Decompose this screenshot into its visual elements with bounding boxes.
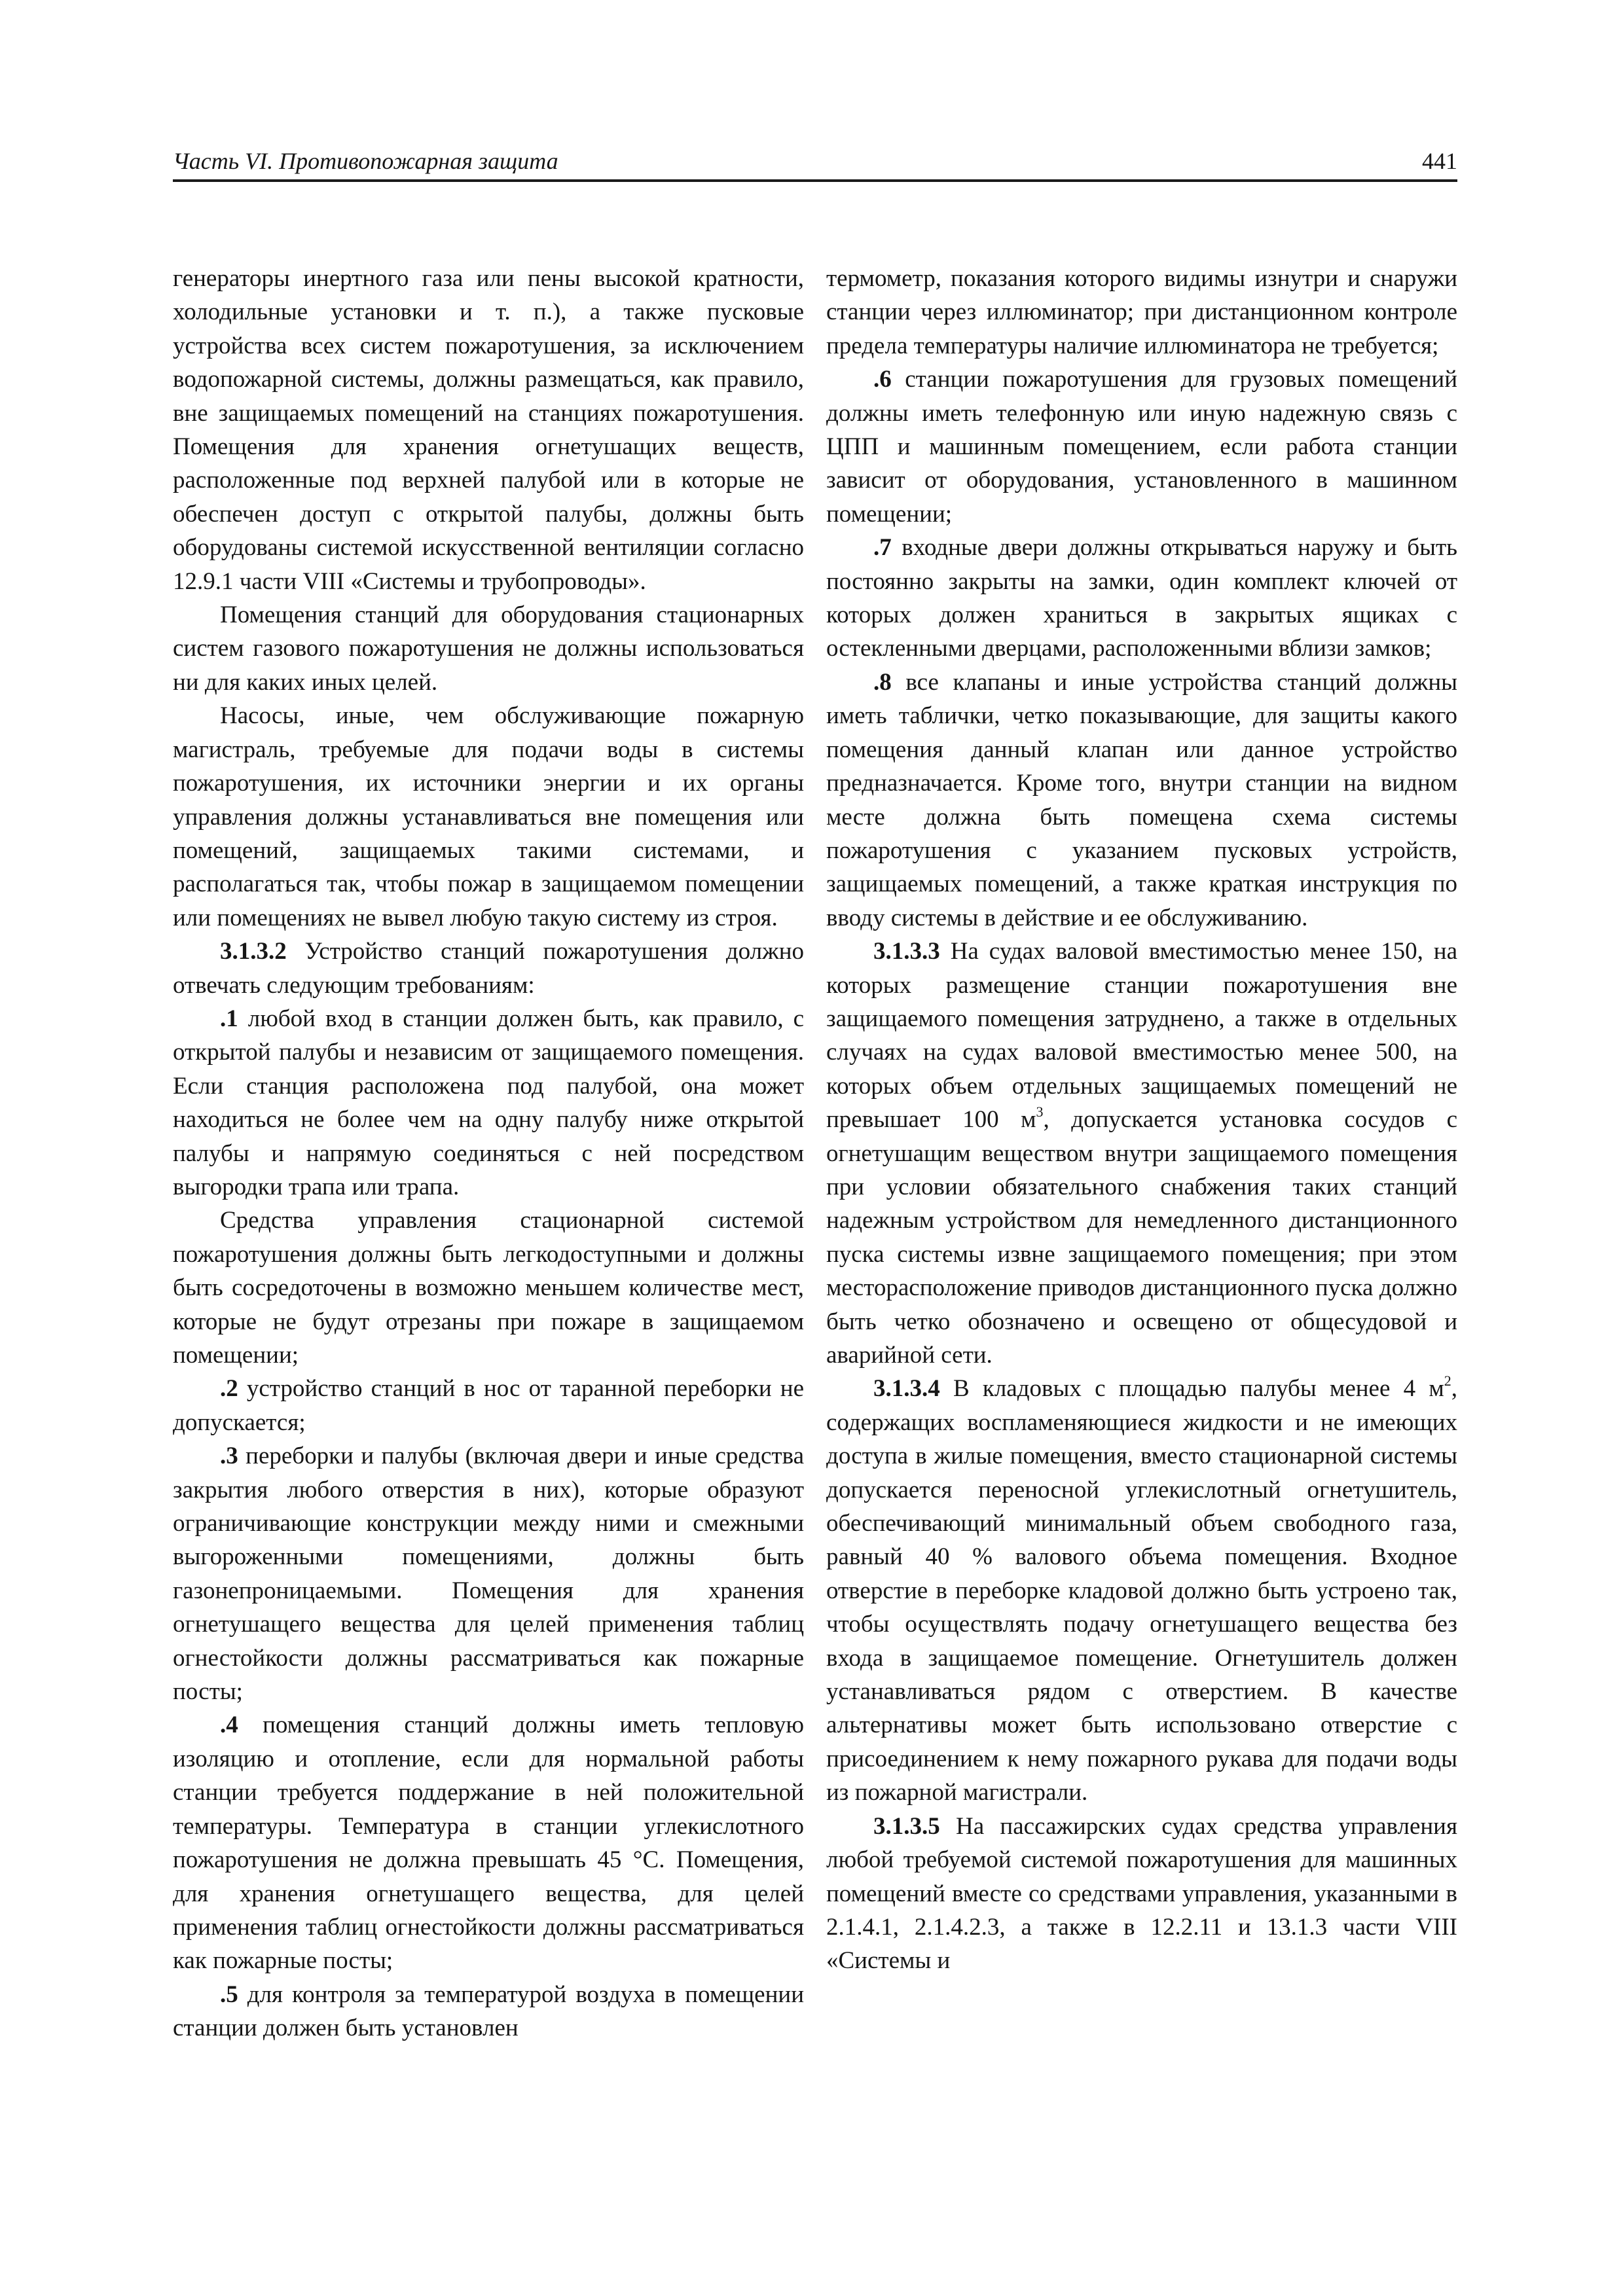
item-number: .6 [873,366,892,393]
item-text: все клапаны и иные устройства станций должны иметь таблички, четко показывающие, для защиты какого помещения данный клапан или данное устройство предназначается. Кроме того, внутри станции на видном месте должна быть помещена схема системы пожаротушения с указанием пусковых устройств, защищаемых помещений, а также краткая инструкция по вводу системы в действие и ее обслуживанию. [826,668,1457,931]
paragraph [826,1810,1457,1978]
item-number: .7 [873,534,892,562]
left-column [173,262,804,2045]
paragraph: генераторы инертного газа или пены высокой кратности, холодильные установки и т. п.), а также пусковые устройства всех систем пожаротушения, за исключением водопожарной системы, должны размещаться, как правило, вне защищаемых помещений на станциях пожаротушения. Помещения для хранения огнетушащих веществ, расположенные под верхней палубой или в которые не обеспечен доступ с открытой палубы, должны быть оборудованы системой искусственной вентиляции согласно 12.9.1 части VIII «Системы и трубопроводы». [173,265,804,595]
item-text: помещения станций должны иметь тепловую изоляцию и отопление, если для нормальной работы станции требуется поддержание в ней положительной температуры. Температура в станции углекислотного пожаротушения не должна превышать 45 °C. Помещения, для хранения огнетушащего вещества, для целей применения таблиц огнестойкости должны рассматриваться как пожарные посты; [173,1712,804,1975]
item-number: .2 [220,1375,238,1403]
page-number: 441 [1422,148,1457,174]
item-text: станции пожаротушения для грузовых помещений должны иметь телефонную или иную надежную связь с ЦПП и машинным помещением, если работа станции зависит от оборудования, установленного в машинном помещении; [826,366,1457,528]
item-text: для контроля за температурой воздуха в помещении станции должен быть установлен [173,1981,804,2042]
clause-text: , содержащих воспламеняющиеся жидкости и не имеющих доступа в жилые помещения, вместо стационарной системы допускается переносной углекислотный огнетушитель, обеспечивающий минимальный объем свободного газа, равный 40 % валового объема помещения. Входное отверстие в переборке кладовой должно быть устроено так, чтобы осуществлять подачу огнетушащего вещества без входа в защищаемое помещение. Огнетушитель должен устанавливаться рядом с отверстием. В качестве альтернативы может быть использовано отверстие с присоединением к нему пожарного рукава для подачи воды из пожарной магистрали. [826,1375,1457,1806]
clause-text: , допускается установка сосудов с огнетушащим веществом внутри защищаемого помещения при условии обязательного снабжения таких станций надежным устройством для немедленного дистанционного пуска системы извне защищаемого помещения; при этом месторасположение приводов дистанционного пуска должно быть четко обозначено и освещено от общесудовой и аварийной сети. [826,1106,1457,1369]
item-number: .1 [220,1005,238,1032]
paragraph [173,1372,804,1439]
clause-number: 3.1.3.5 [873,1812,940,1840]
clause-number: 3.1.3.2 [220,938,287,965]
paragraph [173,1978,804,2045]
section-title: Часть VI. Противопожарная защита [173,148,558,174]
item-text: устройство станций в нос от таранной переборки не допускается; [173,1375,804,1436]
item-text: переборки и палубы (включая двери и иные средства закрытия любого отверстия в них), которые образуют ограничивающие конструкции между ними и смежными выгороженными помещениями, должны быть газонепроницаемыми. Помещения для хранения огнетушащего вещества для целей применения таблиц огнестойкости должны рассматриваться как пожарные посты; [173,1443,804,1706]
paragraph [826,1372,1457,1809]
clause-text: На судах валовой вместимостью менее 150, на которых размещение станции пожаротушения вне защищаемого помещения затруднено, а также в отдельных случаях на судах валовой вместимостью менее 500, на которых объем отдельных защищаемых помещений не превышает 100 м [826,938,1457,1134]
paragraph [173,1002,804,1204]
paragraph [826,935,1457,1372]
paragraph [173,1708,804,1977]
clause-text: Устройство станций пожаротушения должно отвечать следующим требованиям: [173,938,804,999]
clause-number: 3.1.3.3 [873,938,940,965]
paragraph: Насосы, иные, чем обслуживающие пожарную магистраль, требуемые для подачи воды в системы пожаротушения, их источники энергии и их органы управления должны устанавливаться вне помещения или помещений, защищаемых такими системами, и располагаться так, чтобы пожар в защищаемом помещении или помещениях не вывел любую такую систему из строя. [173,702,804,931]
paragraph [173,935,804,1002]
running-header [173,143,1457,182]
superscript: 2 [1444,1372,1451,1390]
item-text: любой вход в станции должен быть, как правило, с открытой палубы и независим от защищаемого помещения. Если станция расположена под палубой, она может находиться не более чем на одну палубу ниже открытой палубы и напрямую соединяться с ней посредством выгородки трапа или трапа. [173,1005,804,1200]
superscript: 3 [1036,1103,1044,1121]
paragraph: термометр, показания которого видимы изнутри и снаружи станции через иллюминатор; при дистанционном контроле предела температуры наличие иллюминатора не требуется; [826,265,1457,359]
paragraph [826,666,1457,935]
item-number: .5 [220,1981,238,2008]
right-column [826,262,1457,1978]
clause-text: В кладовых с площадью палубы менее 4 м [939,1375,1444,1403]
paragraph: Средства управления стационарной системой пожаротушения должны быть легкодоступными и должны быть сосредоточены в возможно меньшем количестве мест, которые не будут отрезаны при пожаре в защищаемом помещении; [173,1207,804,1369]
paragraph [173,1439,804,1708]
item-number: .8 [873,668,892,696]
paragraph [826,363,1457,531]
item-number: .3 [220,1443,238,1470]
paragraph: Помещения станций для оборудования стационарных систем газового пожаротушения не должны использоваться ни для каких иных целей. [173,601,804,696]
clause-text: На пассажирских судах средства управления любой требуемой системой пожаротушения для машинных помещений вместе со средствами управления, указанными в 2.1.4.1, 2.1.4.2.3, а также в 12.2.11 и 13.1.3 части VIII «Системы и [826,1812,1457,1975]
item-text: входные двери должны открываться наружу и быть постоянно закрыты на замки, один комплект ключей от которых должен храниться в закрытых ящиках с остекленными дверцами, расположенными вблизи замков; [826,534,1457,662]
clause-number: 3.1.3.4 [873,1375,940,1403]
paragraph [826,531,1457,666]
item-number: .4 [220,1712,238,1739]
